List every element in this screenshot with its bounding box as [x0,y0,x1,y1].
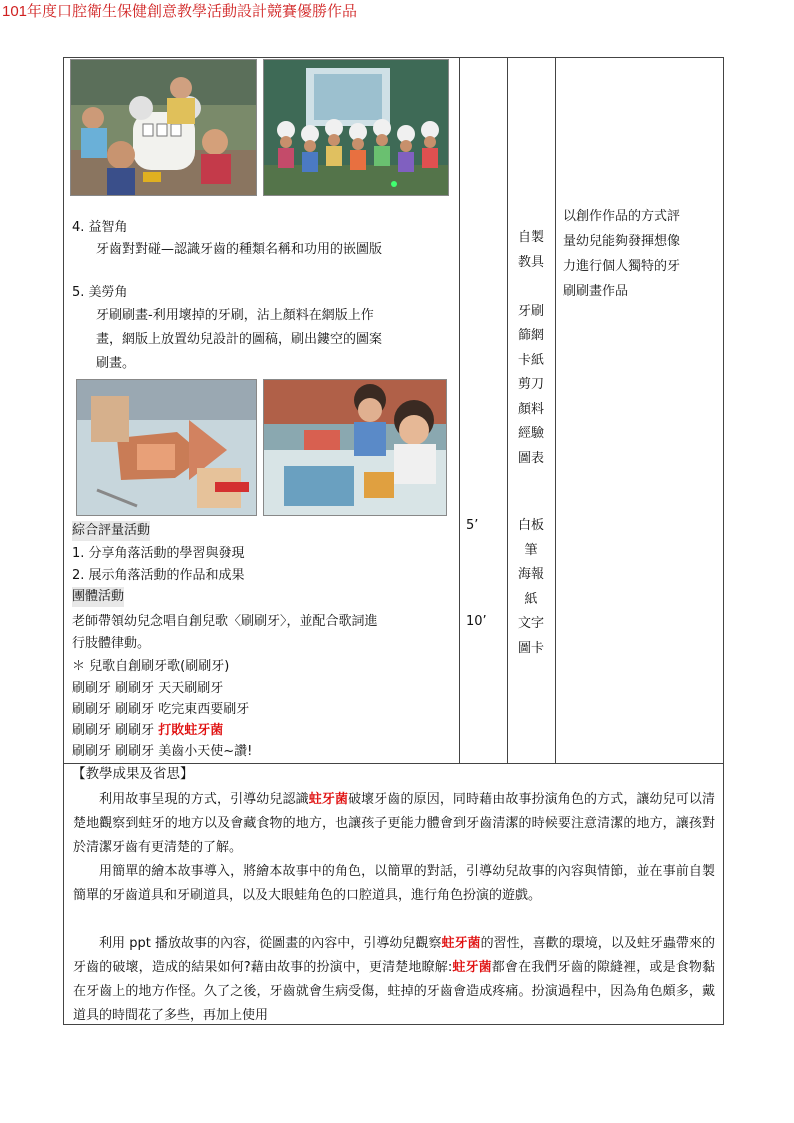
photo-children-painting [263,379,447,516]
activity-4-title: 4. 益智角 [72,220,128,235]
material-item: 海報 [517,567,544,582]
song-highlight: 打敗蛀牙菌 [158,723,224,738]
activity-5-line: 刷畫。 [96,356,136,371]
column-divider [459,57,460,763]
material-item: 紙 [524,591,538,607]
photo-class-group [263,59,449,196]
material-item: 顏料 [517,401,544,417]
material-item: 牙刷 [517,303,544,319]
song-line: 刷刷牙 刷刷牙 吃完東西要刷牙 [72,702,250,717]
material-item: 筆 [524,542,538,558]
assessment-line: 量幼兒能夠發揮想像 [563,234,681,249]
document-header: 101年度口腔衛生保健創意教學活動設計競賽優勝作品 [2,3,358,20]
material-item: 篩網 [517,328,544,343]
material-item: 經驗 [517,426,544,441]
material-item: 圖表 [517,450,544,466]
photo-brush-painting [76,379,257,516]
song-line: 刷刷牙 刷刷牙 打敗蛀牙菌 [72,723,224,738]
summary-item: 1. 分享角落活動的學習與發現 [72,546,245,561]
time-value: 10’ [466,614,487,629]
material-item: 圖卡 [517,640,544,656]
assessment-line: 刷刷畫作品 [563,284,629,299]
song-title: ＊ 兒歌自創刷牙歌(刷刷牙) [72,659,230,674]
material-item: 自製 [517,230,544,245]
material-item: 卡紙 [517,352,544,368]
group-activity-line: 行肢體律動。 [72,636,151,651]
summary-assessment-heading: 綜合評量活動 [72,521,150,541]
assessment-line: 力進行個人獨特的牙 [563,259,681,274]
material-item: 剪刀 [517,377,544,392]
group-activity-heading: 團體活動 [72,587,124,607]
song-line: 刷刷牙 刷刷牙 天天刷刷牙 [72,681,224,696]
activity-5-title: 5. 美勞角 [72,285,128,300]
material-item [516,275,546,300]
keyword-highlight: 蛀牙菌 [308,792,349,807]
material-item: 教具 [517,254,544,270]
reflection-paragraph: 利用 ppt 播放故事的內容，從圖畫的內容中，引導幼兒觀察蛀牙菌的習性，喜歡的環境，以及蛀牙蟲帶來的牙齒的破壞，造成的結果如何?藉由故事的扮演中，更清楚地瞭解:蛀牙菌都會在我們牙齒的隙縫裡，或是食物黏在牙齒上的地方作怪。久了之後，牙齒就會生病受傷，蛀掉的牙齒會造成疼痛。扮演過程中，因為角色頗多，戴道具的時間花了多些，再加上使用 [73,936,715,1023]
activity-5-line: 牙刷刷畫-利用壞掉的牙刷，沾上顏料在網版上作 [96,308,374,323]
reflection-paragraph: 用簡單的繪本故事導入，將繪本故事中的角色，以簡單的對話，引導幼兒故事的內容與情節，並在事前自製簡單的牙齒道具和牙刷道具，以及大眼蛙角色的口腔道具，進行角色扮演的遊戲。 [73,864,715,903]
material-item: 白板 [517,518,544,533]
activity-4-description: 牙齒對對碰—認識牙齒的種類名稱和功用的嵌圖版 [96,242,383,257]
reflection-heading: 【教學成果及省思】 [72,766,194,782]
assessment-line: 以創作作品的方式評 [563,209,681,224]
time-value: 5’ [466,518,479,533]
group-activity-line: 老師帶領幼兒念唱自創兒歌〈刷刷牙〉，並配合歌詞進 [72,614,378,629]
materials-list [516,514,546,661]
materials-list [516,226,546,471]
keyword-highlight: 蛀牙菌 [441,936,481,951]
assessment-text [563,204,680,304]
photo-teeth-prop [70,59,257,196]
column-divider [507,57,508,763]
keyword-highlight: 蛀牙菌 [452,960,492,975]
activity-5-line: 畫，網版上放置幼兒設計的圖稿，刷出鏤空的圖案 [96,332,383,347]
song-line: 刷刷牙 刷刷牙 美齒小天使~讚! [72,744,253,759]
column-divider [555,57,556,763]
material-item: 文字 [517,616,544,631]
summary-item: 2. 展示角落活動的作品和成果 [72,568,245,583]
reflection-paragraph: 利用故事呈現的方式，引導幼兒認識蛀牙菌破壞牙齒的原因，同時藉由故事扮演角色的方式，讓幼兒可以清楚地觀察到蛀牙的地方以及會藏食物的地方，也讓孩子更能力體會到牙齒清潔的時候要注意清潔的地方，讓孩對於清潔牙齒有更清楚的了解。 [73,792,715,855]
